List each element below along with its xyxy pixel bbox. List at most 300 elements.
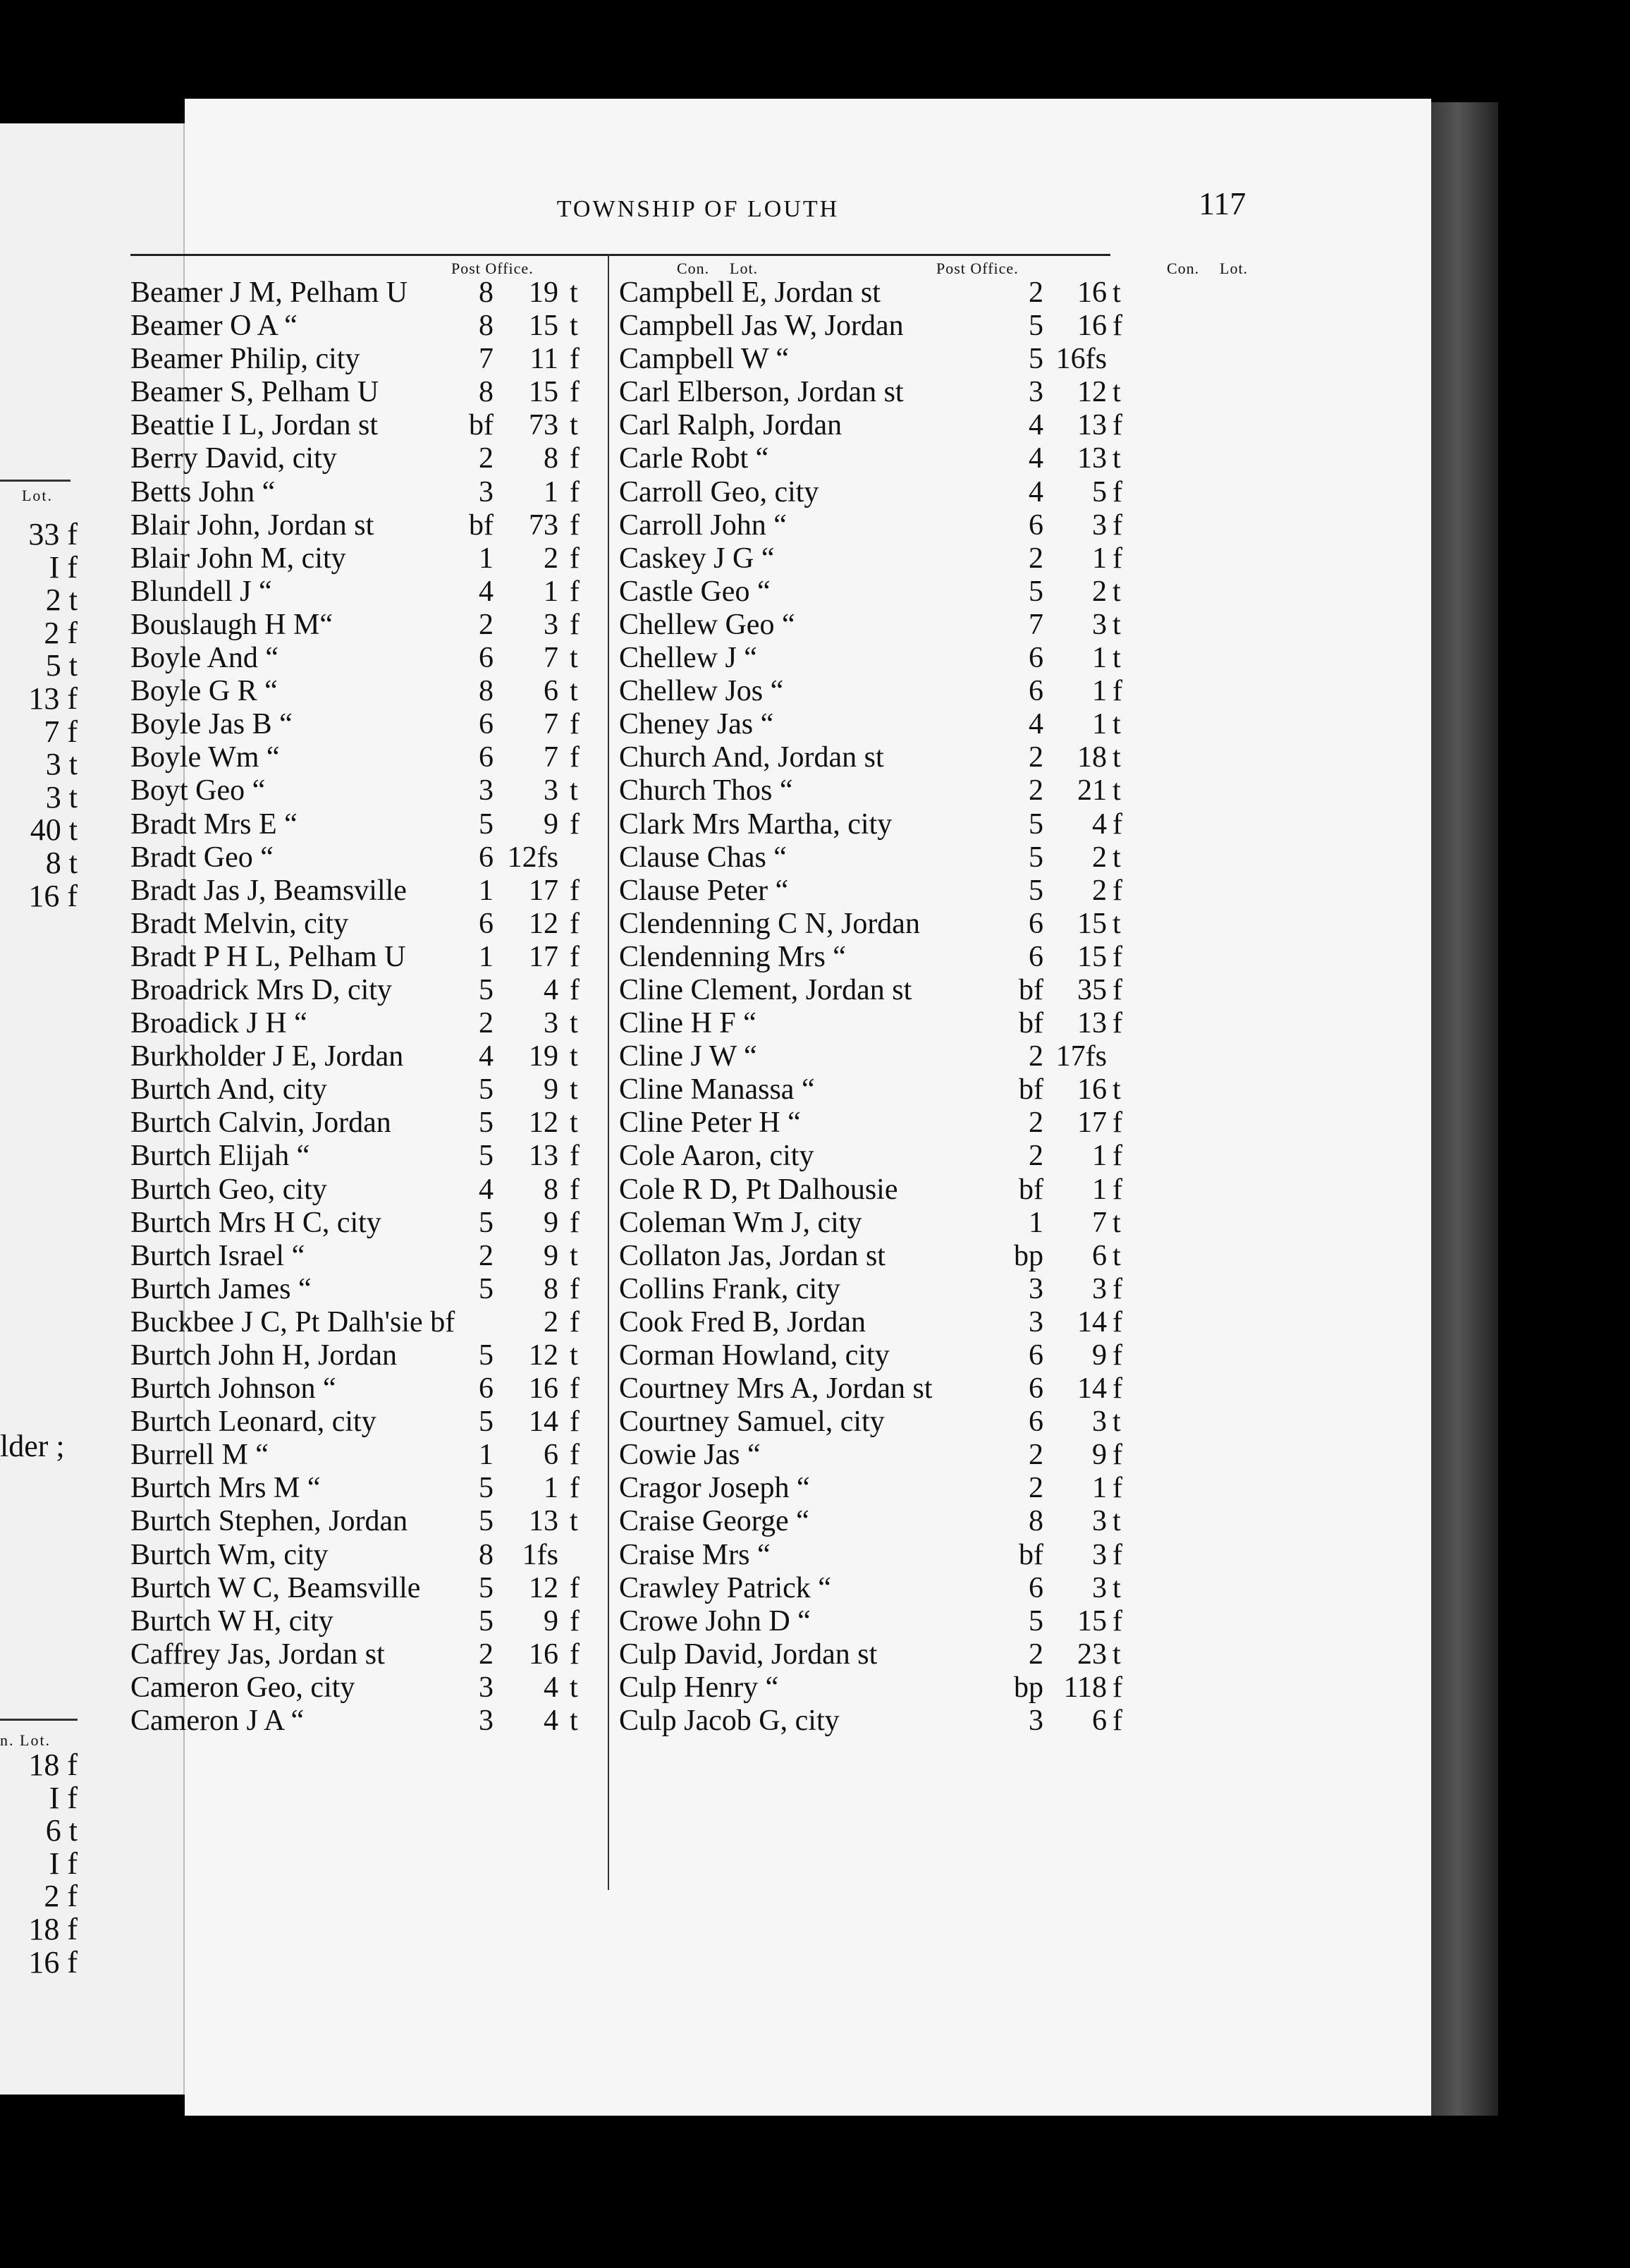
- entry-type: f: [1113, 1705, 1122, 1738]
- entry-concession: 3: [1029, 1272, 1043, 1305]
- entry-concession: 2: [479, 442, 494, 475]
- directory-entry: [619, 675, 1155, 708]
- entry-name: Bradt Mrs E “: [130, 807, 298, 841]
- entry-concession: bf: [1019, 1007, 1043, 1040]
- entry-lot: 13: [1077, 409, 1107, 442]
- entry-type: f: [1113, 1305, 1122, 1339]
- entry-type: f: [570, 376, 580, 409]
- header-rule: [130, 254, 1110, 256]
- entry-lot: 73: [529, 508, 558, 542]
- entry-name: Cowie Jas “: [619, 1439, 761, 1472]
- entry-type: f: [570, 708, 580, 741]
- entry-concession: bp: [1014, 1239, 1043, 1272]
- directory-entry: [619, 1306, 1155, 1339]
- entry-concession: 5: [479, 1505, 494, 1538]
- entry-concession: 2: [479, 1007, 494, 1040]
- directory-entry: [130, 874, 606, 908]
- entry-type: t: [1113, 1505, 1121, 1538]
- entry-name: Cheney Jas “: [619, 708, 774, 741]
- entry-lot: 12: [529, 1571, 558, 1604]
- entry-name: Burtch Elijah “: [130, 1140, 310, 1173]
- directory-entry: [130, 1140, 606, 1173]
- entry-concession: 2: [1029, 542, 1043, 575]
- entry-concession: bf: [1019, 1538, 1043, 1571]
- entry-type: f: [1113, 1671, 1122, 1704]
- directory-entry: [130, 343, 606, 376]
- entry-name: Burtch Geo, city: [130, 1173, 327, 1206]
- entry-name: Bradt Geo “: [130, 841, 274, 874]
- entry-lot: 1: [1092, 642, 1107, 675]
- directory-entry: [130, 1106, 606, 1140]
- entry-name: Church And, Jordan st: [619, 741, 884, 774]
- right-post-office-header: Post Office.: [936, 260, 1019, 277]
- entry-name: Blundell J “: [130, 575, 272, 608]
- entry-concession: 7: [1029, 608, 1043, 641]
- facing-lot-entry: 3 t: [45, 747, 78, 782]
- entry-type: t: [570, 1705, 578, 1738]
- page-title: TOWNSHIP OF LOUTH: [556, 196, 840, 222]
- entry-lot: 4: [544, 1671, 558, 1704]
- directory-entry: [130, 708, 606, 741]
- facing-lot-entry: 7 f: [44, 714, 78, 749]
- entry-type: t: [570, 1239, 578, 1272]
- directory-entry: [130, 1605, 606, 1638]
- directory-entry: [619, 642, 1155, 675]
- entry-lot: 2: [1092, 874, 1107, 907]
- entry-concession: 6: [1029, 907, 1043, 940]
- facing-page-rule: [0, 480, 71, 482]
- facing-lot-entry: 8 t: [45, 845, 78, 880]
- entry-name: Campbell W “: [619, 343, 790, 376]
- entry-type: t: [570, 1007, 578, 1040]
- entry-name: Beamer J M, Pelham U: [130, 276, 408, 309]
- entry-type: f: [570, 1140, 580, 1173]
- facing-lot-entry: 33 f: [28, 517, 78, 551]
- entry-lot: 2: [1092, 841, 1107, 874]
- entry-lot: 14: [1077, 1305, 1107, 1339]
- entry-concession: 5: [479, 1073, 494, 1106]
- entry-concession: 3: [479, 1671, 494, 1704]
- entry-concession: 1: [479, 1439, 494, 1472]
- entry-concession: 2: [479, 608, 494, 641]
- entry-type: f: [570, 940, 580, 973]
- entry-concession: 4: [479, 575, 494, 608]
- entry-name: Boyt Geo “: [130, 774, 266, 807]
- entry-concession: 4: [479, 1040, 494, 1073]
- entry-concession: 4: [1029, 442, 1043, 475]
- entry-lot: 11: [529, 343, 558, 376]
- entry-lot: 5: [1092, 475, 1107, 508]
- entry-name: Chellew J “: [619, 642, 757, 675]
- entry-type: f: [1113, 874, 1122, 907]
- directory-entry: [619, 1173, 1155, 1207]
- entry-name: Culp Henry “: [619, 1671, 779, 1704]
- entry-type: f: [1113, 1339, 1122, 1372]
- directory-entry: [130, 509, 606, 542]
- entry-type: f: [570, 442, 580, 475]
- directory-entry: [130, 1007, 606, 1040]
- entry-lot: 1: [544, 1472, 558, 1505]
- entry-concession: 6: [1029, 1339, 1043, 1372]
- facing-lot-entry: 18 f: [28, 1748, 78, 1782]
- directory-entry: [619, 1705, 1155, 1738]
- entry-concession: 3: [479, 774, 494, 807]
- entry-type: t: [570, 774, 578, 807]
- entry-concession: 2: [1029, 1140, 1043, 1173]
- directory-entry: [619, 1539, 1155, 1572]
- entry-name: Burtch Wm, city: [130, 1538, 329, 1571]
- entry-lot: 9: [544, 807, 558, 841]
- entry-name: Betts John “: [130, 475, 276, 508]
- entry-lot: 4: [1092, 807, 1107, 841]
- entry-type: f: [1113, 675, 1122, 708]
- entry-type: f: [1113, 1439, 1122, 1472]
- entry-concession: 5: [479, 1604, 494, 1638]
- entry-name: Broadick J H “: [130, 1007, 307, 1040]
- entry-name: Clause Chas “: [619, 841, 787, 874]
- entry-lot: 15: [529, 376, 558, 409]
- directory-entry: [130, 276, 606, 310]
- entry-name: Cook Fred B, Jordan: [619, 1305, 866, 1339]
- entry-lot: 15: [529, 310, 558, 343]
- directory-entry: [619, 575, 1155, 609]
- entry-concession: bf: [1019, 973, 1043, 1006]
- directory-entry: [619, 1372, 1155, 1406]
- entry-name: Boyle Jas B “: [130, 708, 293, 741]
- directory-entry: [130, 774, 606, 807]
- entry-lot: 8: [544, 1173, 558, 1206]
- entry-type: f: [1113, 1106, 1122, 1140]
- facing-page-lower-header: n. Lot.: [0, 1731, 51, 1749]
- entry-type: f: [1113, 310, 1122, 343]
- directory-entry: [619, 908, 1155, 941]
- entry-name: Corman Howland, city: [619, 1339, 890, 1372]
- entry-type: f: [570, 1206, 580, 1239]
- entry-type: t: [570, 310, 578, 343]
- entry-type: t: [1113, 642, 1121, 675]
- entry-concession: 6: [479, 708, 494, 741]
- directory-entry: [619, 1572, 1155, 1605]
- entry-type: f: [570, 1439, 580, 1472]
- directory-entry: [619, 1505, 1155, 1538]
- entry-type: f: [570, 1638, 580, 1671]
- page-edge: [1431, 102, 1498, 2116]
- right-column-entries: [619, 276, 1155, 1738]
- entry-concession: 3: [1029, 1305, 1043, 1339]
- entry-concession: 3: [1029, 1705, 1043, 1738]
- facing-lot-entry: I f: [49, 1780, 78, 1815]
- directory-entry: [130, 476, 606, 509]
- entry-type: t: [1113, 1206, 1121, 1239]
- directory-entry: [619, 708, 1155, 741]
- entry-lot: 16fs: [1055, 343, 1107, 376]
- directory-entry: [130, 1439, 606, 1472]
- entry-lot: 1: [544, 475, 558, 508]
- entry-lot: 13: [529, 1140, 558, 1173]
- facing-page-lower-lot-list: [0, 1749, 78, 1979]
- entry-concession: 5: [1029, 807, 1043, 841]
- entry-name: Beamer Philip, city: [130, 343, 360, 376]
- directory-entry: [130, 1406, 606, 1439]
- directory-entry: [619, 476, 1155, 509]
- entry-concession: 6: [479, 841, 494, 874]
- entry-lot: 35: [1077, 973, 1107, 1006]
- entry-concession: bf: [1019, 1073, 1043, 1106]
- entry-name: Chellew Jos “: [619, 675, 784, 708]
- facing-lot-entry: 18 f: [28, 1911, 78, 1946]
- directory-entry: [619, 1207, 1155, 1240]
- entry-lot: 1fs: [522, 1538, 558, 1571]
- entry-lot: 21: [1077, 774, 1107, 807]
- directory-entry: [130, 1173, 606, 1207]
- directory-entry: [130, 310, 606, 343]
- entry-lot: 1: [1092, 1173, 1107, 1206]
- entry-type: f: [1113, 1140, 1122, 1173]
- entry-type: f: [1113, 542, 1122, 575]
- entry-name: Buckbee J C, Pt Dalh'sie bf: [130, 1305, 455, 1339]
- directory-entry: [130, 1306, 606, 1339]
- directory-entry: [130, 409, 606, 442]
- facing-lot-entry: 2 f: [44, 615, 78, 650]
- left-lot-header: Lot.: [730, 260, 759, 277]
- directory-entry: [619, 1638, 1155, 1671]
- entry-type: f: [1113, 1173, 1122, 1206]
- entry-lot: 13: [529, 1505, 558, 1538]
- entry-lot: 3: [544, 1007, 558, 1040]
- directory-entry: [619, 542, 1155, 575]
- entry-type: f: [1113, 1538, 1122, 1571]
- entry-type: t: [570, 409, 578, 442]
- entry-type: f: [570, 1272, 580, 1305]
- entry-lot: 6: [1092, 1239, 1107, 1272]
- entry-name: Bouslaugh H M“: [130, 608, 333, 641]
- entry-concession: 6: [479, 907, 494, 940]
- directory-entry: [130, 1572, 606, 1605]
- entry-name: Burtch Calvin, Jordan: [130, 1106, 391, 1140]
- directory-entry: [619, 974, 1155, 1007]
- entry-name: Cragor Joseph “: [619, 1472, 810, 1505]
- entry-name: Beamer S, Pelham U: [130, 376, 379, 409]
- directory-entry: [619, 1273, 1155, 1306]
- entry-concession: 1: [1029, 1206, 1043, 1239]
- entry-type: t: [1113, 774, 1121, 807]
- facing-lot-entry: 2 t: [45, 583, 78, 618]
- entry-type: t: [570, 1671, 578, 1704]
- directory-entry: [619, 1007, 1155, 1040]
- entry-type: t: [570, 1073, 578, 1106]
- entry-name: Collaton Jas, Jordan st: [619, 1239, 886, 1272]
- entry-lot: 9: [544, 1239, 558, 1272]
- facing-lot-entry: 5 t: [45, 648, 78, 683]
- facing-lot-entry: 6 t: [45, 1813, 78, 1848]
- right-con-header: Con.: [1167, 260, 1200, 277]
- directory-entry: [130, 609, 606, 642]
- entry-concession: 5: [479, 1406, 494, 1439]
- directory-entry: [619, 343, 1155, 376]
- entry-name: Burtch Mrs H C, city: [130, 1206, 381, 1239]
- entry-lot: 1: [1092, 542, 1107, 575]
- entry-lot: 3: [544, 608, 558, 641]
- entry-concession: 4: [1029, 708, 1043, 741]
- entry-concession: 8: [479, 675, 494, 708]
- entry-name: Campbell Jas W, Jordan: [619, 310, 904, 343]
- facing-lot-entry: 40 t: [30, 812, 78, 848]
- entry-name: Carroll Geo, city: [619, 475, 819, 508]
- entry-concession: 2: [1029, 774, 1043, 807]
- entry-name: Burtch Israel “: [130, 1239, 305, 1272]
- entry-concession: 6: [479, 741, 494, 774]
- directory-entry: [619, 1406, 1155, 1439]
- directory-entry: [130, 1505, 606, 1538]
- entry-type: t: [1113, 276, 1121, 309]
- directory-entry: [130, 1040, 606, 1073]
- entry-lot: 23: [1077, 1638, 1107, 1671]
- entry-lot: 3: [1092, 1538, 1107, 1571]
- entry-concession: 8: [479, 1538, 494, 1571]
- entry-name: Coleman Wm J, city: [619, 1206, 862, 1239]
- entry-lot: 73: [529, 409, 558, 442]
- entry-type: f: [1113, 1007, 1122, 1040]
- entry-lot: 4: [544, 973, 558, 1006]
- directory-entry: [130, 1705, 606, 1738]
- entry-name: Burtch Stephen, Jordan: [130, 1505, 408, 1538]
- entry-type: t: [570, 675, 578, 708]
- entry-lot: 12fs: [507, 841, 558, 874]
- entry-type: f: [1113, 409, 1122, 442]
- entry-concession: 6: [1029, 1406, 1043, 1439]
- directory-entry: [130, 542, 606, 575]
- entry-name: Burtch Johnson “: [130, 1372, 336, 1406]
- directory-entry: [619, 442, 1155, 475]
- entry-concession: 6: [1029, 1571, 1043, 1604]
- entry-name: Carle Robt “: [619, 442, 769, 475]
- entry-name: Burtch James “: [130, 1272, 312, 1305]
- entry-concession: 2: [1029, 276, 1043, 309]
- entry-lot: 7: [544, 642, 558, 675]
- entry-concession: 5: [479, 1571, 494, 1604]
- entry-concession: 5: [1029, 874, 1043, 907]
- facing-lot-entry: 16 f: [28, 1944, 78, 1980]
- directory-entry: [130, 1207, 606, 1240]
- directory-entry: [619, 276, 1155, 310]
- entry-lot: 15: [1077, 1604, 1107, 1638]
- entry-name: Courtney Mrs A, Jordan st: [619, 1372, 933, 1406]
- entry-name: Cline Manassa “: [619, 1073, 815, 1106]
- entry-lot: 8: [544, 1272, 558, 1305]
- right-lot-header: Lot.: [1220, 260, 1249, 277]
- entry-lot: 7: [544, 741, 558, 774]
- entry-name: Boyle G R “: [130, 675, 278, 708]
- entry-lot: 3: [1092, 1571, 1107, 1604]
- entry-concession: bp: [1014, 1671, 1043, 1704]
- entry-type: t: [1113, 1571, 1121, 1604]
- entry-concession: 5: [479, 1206, 494, 1239]
- entry-lot: 118: [1063, 1671, 1107, 1704]
- directory-entry: [619, 941, 1155, 974]
- directory-entry: [130, 376, 606, 409]
- entry-name: Caskey J G “: [619, 542, 775, 575]
- entry-lot: 15: [1077, 940, 1107, 973]
- entry-name: Church Thos “: [619, 774, 793, 807]
- entry-concession: 5: [479, 807, 494, 841]
- entry-type: f: [1113, 1472, 1122, 1505]
- directory-entry: [619, 376, 1155, 409]
- entry-name: Burrell M “: [130, 1439, 269, 1472]
- directory-entry: [619, 509, 1155, 542]
- entry-type: t: [570, 642, 578, 675]
- entry-concession: 1: [479, 542, 494, 575]
- entry-name: Caffrey Jas, Jordan st: [130, 1638, 385, 1671]
- entry-name: Burtch Mrs M “: [130, 1472, 321, 1505]
- entry-concession: 5: [1029, 310, 1043, 343]
- directory-entry: [130, 1638, 606, 1671]
- entry-name: Burtch W H, city: [130, 1604, 333, 1638]
- entry-type: t: [1113, 907, 1121, 940]
- entry-concession: bf: [469, 508, 494, 542]
- entry-concession: 5: [479, 1339, 494, 1372]
- entry-name: Chellew Geo “: [619, 608, 795, 641]
- facing-lot-entry: I f: [49, 549, 78, 585]
- directory-entry: [619, 1439, 1155, 1472]
- entry-name: Clendenning C N, Jordan: [619, 907, 920, 940]
- page-number: 117: [1199, 185, 1246, 221]
- entry-lot: 9: [1092, 1439, 1107, 1472]
- entry-lot: 3: [1092, 1406, 1107, 1439]
- entry-lot: 2: [1092, 575, 1107, 608]
- entry-concession: 5: [1029, 343, 1043, 376]
- entry-name: Carl Elberson, Jordan st: [619, 376, 904, 409]
- directory-entry: [130, 974, 606, 1007]
- entry-type: t: [1113, 575, 1121, 608]
- entry-concession: 5: [479, 1272, 494, 1305]
- directory-entry: [130, 642, 606, 675]
- directory-entry: [130, 841, 606, 874]
- entry-type: t: [1113, 741, 1121, 774]
- directory-entry: [130, 1539, 606, 1572]
- entry-type: f: [570, 1472, 580, 1505]
- directory-entry: [130, 575, 606, 609]
- entry-lot: 17fs: [1055, 1040, 1107, 1073]
- entry-type: f: [1113, 1272, 1122, 1305]
- left-post-office-header: Post Office.: [451, 260, 534, 277]
- entry-type: f: [570, 973, 580, 1006]
- entry-concession: 5: [1029, 1604, 1043, 1638]
- entry-name: Cameron J A “: [130, 1705, 305, 1738]
- entry-type: f: [1113, 508, 1122, 542]
- entry-lot: 14: [529, 1406, 558, 1439]
- entry-type: f: [570, 1173, 580, 1206]
- entry-type: f: [570, 874, 580, 907]
- directory-entry: [130, 908, 606, 941]
- facing-lot-entry: I f: [49, 1846, 78, 1881]
- entry-concession: 4: [1029, 475, 1043, 508]
- entry-type: f: [570, 508, 580, 542]
- entry-concession: 5: [1029, 575, 1043, 608]
- entry-lot: 2: [544, 542, 558, 575]
- entry-lot: 9: [1092, 1339, 1107, 1372]
- entry-lot: 9: [544, 1604, 558, 1638]
- entry-type: f: [1113, 1604, 1122, 1638]
- directory-entry: [619, 1073, 1155, 1106]
- entry-type: t: [570, 1106, 578, 1140]
- entry-concession: 8: [479, 376, 494, 409]
- entry-name: Clendenning Mrs “: [619, 940, 846, 973]
- entry-type: f: [570, 1406, 580, 1439]
- entry-type: t: [570, 276, 578, 309]
- directory-entry: [619, 310, 1155, 343]
- directory-entry: [619, 1339, 1155, 1372]
- entry-concession: 5: [479, 1140, 494, 1173]
